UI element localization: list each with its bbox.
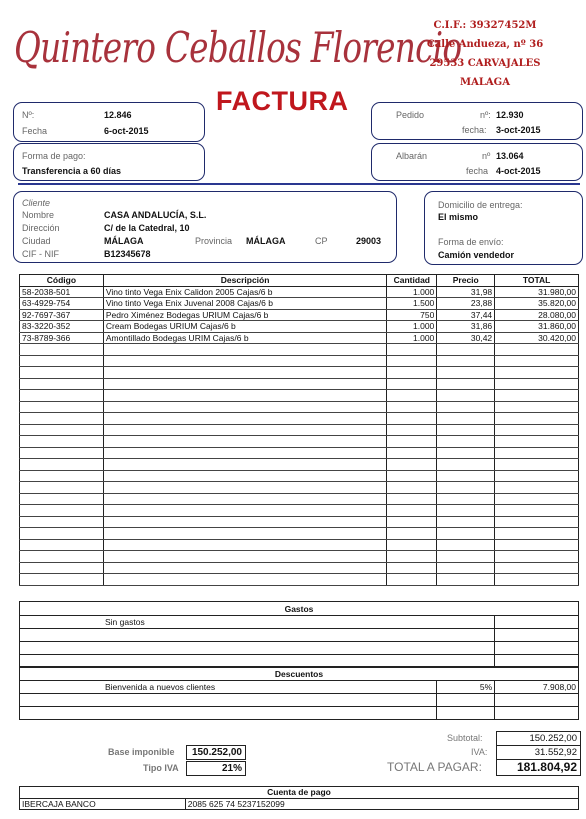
items-cell: 58-2038-501 bbox=[20, 286, 104, 298]
bank-name: IBERCAJA BANCO bbox=[20, 798, 186, 810]
items-header-4: TOTAL bbox=[495, 275, 579, 287]
items-cell: 30.420,00 bbox=[495, 332, 579, 344]
expense-cell: Sin gastos bbox=[20, 616, 495, 629]
base-value: 150.252,00 bbox=[186, 745, 246, 760]
discount-row bbox=[20, 681, 579, 694]
vat-label: IVA: bbox=[471, 747, 488, 757]
invoice-number-label: Nº: bbox=[22, 110, 35, 120]
table-row-empty bbox=[20, 355, 579, 367]
table-row bbox=[20, 332, 579, 344]
document-title: FACTURA bbox=[216, 86, 349, 116]
items-cell: 750 bbox=[387, 309, 437, 321]
items-cell: 35.820,00 bbox=[495, 298, 579, 310]
client-name-label: Nombre bbox=[22, 210, 55, 220]
items-cell: 31,98 bbox=[437, 286, 495, 298]
order-date: 3-oct-2015 bbox=[496, 125, 541, 135]
items-cell: 23,88 bbox=[437, 298, 495, 310]
table-row-empty bbox=[20, 459, 579, 471]
expense-cell bbox=[495, 616, 579, 629]
table-row-empty bbox=[20, 562, 579, 574]
table-row-empty bbox=[20, 367, 579, 379]
client-name: CASA ANDALUCÍA, S.L. bbox=[104, 210, 207, 220]
client-province: MÁLAGA bbox=[246, 236, 286, 246]
payment-method-box bbox=[13, 143, 205, 181]
invoice-date-label: Fecha bbox=[22, 126, 48, 136]
base-label: Base imponible bbox=[108, 747, 175, 757]
invoice-number: 12.846 bbox=[104, 110, 132, 120]
table-row-empty bbox=[20, 401, 579, 413]
items-cell: 37,44 bbox=[437, 309, 495, 321]
items-header-2: Cantidad bbox=[387, 275, 437, 287]
table-row-empty bbox=[20, 390, 579, 402]
table-row-empty bbox=[20, 436, 579, 448]
vat-rate: 21% bbox=[186, 761, 246, 776]
table-row-empty bbox=[20, 378, 579, 390]
discount-cell: Bienvenida a nuevos clientes bbox=[20, 681, 437, 694]
items-cell: 1.000 bbox=[387, 286, 437, 298]
payment-method: Transferencia a 60 días bbox=[22, 166, 122, 176]
table-row-empty bbox=[20, 505, 579, 517]
expenses-title: Gastos bbox=[20, 602, 579, 616]
client-cif-label: CIF - NIF bbox=[22, 249, 59, 259]
items-cell: 28.080,00 bbox=[495, 309, 579, 321]
items-cell: 73-8789-366 bbox=[20, 332, 104, 344]
delivery-note-date-label: fecha bbox=[466, 166, 489, 176]
company-info bbox=[400, 16, 570, 92]
delivery-note-date: 4-oct-2015 bbox=[496, 166, 541, 176]
order-box bbox=[371, 102, 583, 140]
client-province-label: Provincia bbox=[195, 236, 233, 246]
company-logo: Quintero Ceballos Florencio bbox=[14, 23, 462, 72]
client-address: C/ de la Catedral, 10 bbox=[104, 223, 190, 233]
delivery-address-label: Domicilio de entrega: bbox=[438, 200, 523, 210]
vat-value: 31.552,92 bbox=[496, 745, 581, 760]
items-cell: 31.860,00 bbox=[495, 321, 579, 333]
header-divider bbox=[18, 183, 580, 185]
items-cell: Vino tinto Vega Enix Calidon 2005 Cajas/6 b bbox=[103, 286, 386, 298]
subtotal-label: Subtotal: bbox=[447, 733, 483, 743]
table-row-empty bbox=[20, 516, 579, 528]
table-row-empty bbox=[20, 470, 579, 482]
table-row bbox=[20, 298, 579, 310]
order-number-label: nº: bbox=[480, 110, 491, 120]
delivery-note-number: 13.064 bbox=[496, 151, 524, 161]
payment-method-label: Forma de pago: bbox=[22, 151, 86, 161]
total-label: TOTAL A PAGAR: bbox=[387, 760, 482, 774]
items-cell: 63-4929-754 bbox=[20, 298, 104, 310]
expenses-table bbox=[19, 601, 579, 668]
client-cp-label: CP bbox=[315, 236, 328, 246]
items-cell: 31,86 bbox=[437, 321, 495, 333]
delivery-method: Camión vendedor bbox=[438, 250, 515, 260]
table-row bbox=[20, 321, 579, 333]
delivery-note-number-label: nº bbox=[482, 151, 491, 161]
client-address-label: Dirección bbox=[22, 223, 60, 233]
expense-row bbox=[20, 616, 579, 629]
client-cif: B12345678 bbox=[104, 249, 151, 259]
discount-row-empty bbox=[20, 707, 579, 720]
bank-title: Cuenta de pago bbox=[20, 787, 579, 799]
vat-rate-label: Tipo IVA bbox=[143, 763, 179, 773]
delivery-address: El mismo bbox=[438, 212, 479, 222]
company-province: MALAGA bbox=[460, 77, 510, 88]
client-city-label: Ciudad bbox=[22, 236, 51, 246]
bank-account: 2085 625 74 5237152099 bbox=[185, 798, 578, 810]
bank-table bbox=[19, 786, 579, 810]
items-cell: 1.000 bbox=[387, 332, 437, 344]
delivery-note-label: Albarán bbox=[396, 151, 428, 161]
table-row-empty bbox=[20, 424, 579, 436]
table-row bbox=[20, 309, 579, 321]
items-header-3: Precio bbox=[437, 275, 495, 287]
discount-cell: 7.908,00 bbox=[495, 681, 579, 694]
subtotal-value: 150.252,00 bbox=[496, 731, 581, 746]
items-cell: Cream Bodegas URIUM Cajas/6 b bbox=[103, 321, 386, 333]
discount-row-empty bbox=[20, 694, 579, 707]
client-section-label: Cliente bbox=[22, 198, 51, 208]
expense-row-empty bbox=[20, 629, 579, 642]
table-row-empty bbox=[20, 344, 579, 356]
items-cell: Vino tinto Vega Enix Juvenal 2008 Cajas/6 b bbox=[103, 298, 386, 310]
client-city: MÁLAGA bbox=[104, 236, 144, 246]
table-row-empty bbox=[20, 574, 579, 586]
table-row-empty bbox=[20, 447, 579, 459]
items-table bbox=[19, 274, 579, 586]
discounts-table bbox=[19, 666, 579, 720]
items-cell: 92-7697-367 bbox=[20, 309, 104, 321]
client-cp: 29003 bbox=[356, 236, 382, 246]
expense-row-empty bbox=[20, 642, 579, 655]
table-row-empty bbox=[20, 482, 579, 494]
items-cell: Amontillado Bodegas URIM Cajas/6 b bbox=[103, 332, 386, 344]
table-row-empty bbox=[20, 413, 579, 425]
discount-cell: 5% bbox=[437, 681, 495, 694]
items-cell: 30,42 bbox=[437, 332, 495, 344]
order-label: Pedido bbox=[396, 110, 425, 120]
table-row-empty bbox=[20, 493, 579, 505]
delivery-box bbox=[424, 191, 583, 265]
total-value: 181.804,92 bbox=[496, 759, 581, 776]
invoice-date: 6-oct-2015 bbox=[104, 126, 149, 136]
table-row-empty bbox=[20, 528, 579, 540]
discounts-title: Descuentos bbox=[20, 667, 579, 681]
client-box bbox=[13, 191, 397, 263]
order-number: 12.930 bbox=[496, 110, 524, 120]
items-header-1: Descripción bbox=[103, 275, 386, 287]
order-date-label: fecha: bbox=[462, 125, 487, 135]
company-street: Calle Andueza, nº 36 bbox=[426, 39, 544, 50]
invoice-number-box bbox=[13, 102, 205, 142]
delivery-note-box bbox=[371, 143, 583, 181]
items-cell: Pedro Ximénez Bodegas URIUM Cajas/6 b bbox=[103, 309, 386, 321]
table-row-empty bbox=[20, 539, 579, 551]
items-cell: 1.000 bbox=[387, 321, 437, 333]
table-row-empty bbox=[20, 551, 579, 563]
items-cell: 83-3220-352 bbox=[20, 321, 104, 333]
company-city: 29533 CARVAJALES bbox=[429, 58, 541, 69]
delivery-method-label: Forma de envío: bbox=[438, 237, 504, 247]
items-cell: 31.980,00 bbox=[495, 286, 579, 298]
items-cell: 1.500 bbox=[387, 298, 437, 310]
table-row bbox=[20, 286, 579, 298]
items-header-0: Código bbox=[20, 275, 104, 287]
company-cif: C.I.F.: 39327452M bbox=[433, 20, 537, 31]
